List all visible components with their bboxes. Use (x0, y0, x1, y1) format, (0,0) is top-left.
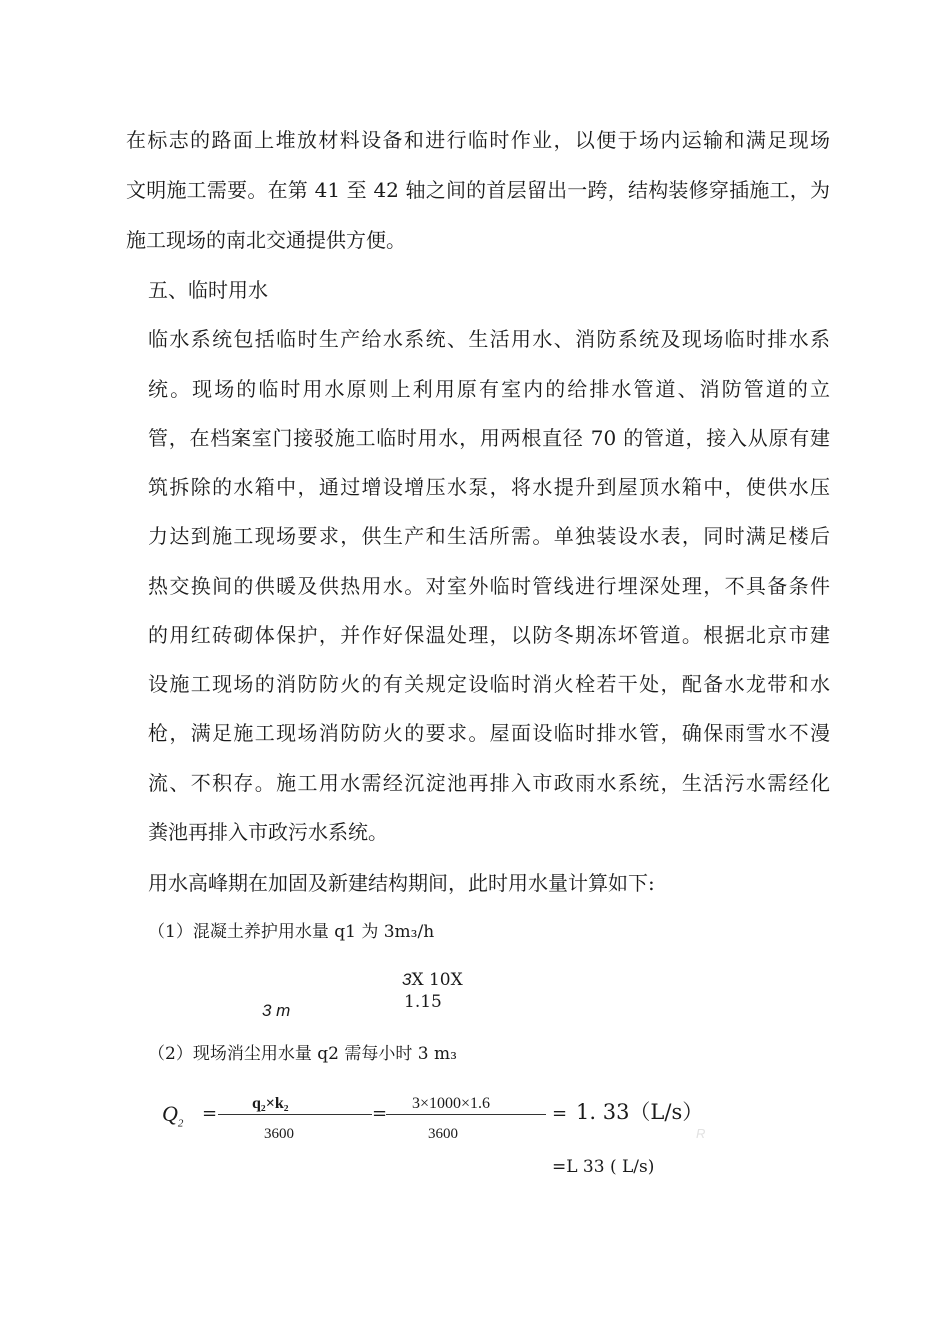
formula-equals: = (552, 1103, 568, 1124)
paragraph-line: 粪池再排入市政污水系统。 (148, 820, 388, 844)
formula-fragment-left: 3 m (262, 1001, 291, 1020)
paragraph-line: 力达到施工现场要求，供生产和生活所需。单独装设水表，同时满足楼后 (148, 524, 830, 548)
paragraph-line: 临水系统包括临时生产给水系统、生活用水、消防系统及现场临时排水系 (148, 327, 830, 351)
paragraph-line: 的用红砖砌体保护，并作好保温处理，以防冬期冻坏管道。根据北京市建 (148, 623, 830, 647)
paragraph-line: 热交换间的供暖及供热用水。对室外临时管线进行埋深处理，不具备条件 (148, 574, 830, 598)
paragraph-line: 设施工现场的消防防火的有关规定设临时消火栓若干处，配备水龙带和水 (148, 672, 830, 696)
formula-denominator: 3600 (428, 1126, 458, 1142)
formula-denominator: 3600 (264, 1126, 294, 1142)
paragraph-line: 流、不积存。施工用水需经沉淀池再排入市政雨水系统，生活污水需经化 (148, 771, 830, 795)
formula-equals: = (372, 1103, 388, 1124)
formula-lhs-symbol: Q (162, 1101, 178, 1126)
list-item: （2）现场消尘用水量 q2 需每小时 3 m₃ (148, 1044, 457, 1064)
formula-equals: = (202, 1103, 218, 1124)
formula-fragment-text: X 10X (411, 970, 463, 990)
paragraph-line: 统。现场的临时用水原则上利用原有室内的给排水管道、消防管道的立 (148, 377, 830, 401)
formula-fragment-second: 1.15 (404, 992, 442, 1012)
paragraph-line: 用水高峰期在加固及新建结构期间，此时用水量计算如下: (148, 871, 655, 895)
paragraph-line: 管，在档案室门接驳施工临时用水，用两根直径 70 的管道，接入从原有建 (148, 426, 830, 450)
section-heading: 五、临时用水 (148, 278, 268, 302)
result-line: =L 33 ( L/s) (552, 1157, 655, 1177)
fraction-bar (386, 1114, 546, 1115)
paragraph-line: 施工现场的南北交通提供方便。 (126, 228, 406, 252)
paragraph-line: 文明施工需要。在第 41 至 42 轴之间的首层留出一跨，结构装修穿插施工，为 (126, 178, 830, 202)
list-item: （1）混凝土养护用水量 q1 为 3m₃/h (148, 922, 435, 942)
paragraph-line: 在标志的路面上堆放材料设备和进行临时作业，以便于场内运输和满足现场 (126, 128, 830, 152)
paragraph-line: 筑拆除的水箱中，通过增设增压水泵，将水提升到屋顶水箱中，使供水压 (148, 475, 830, 499)
formula-lhs (162, 1100, 183, 1137)
formula-result: 1. 33（L/s） (576, 1100, 704, 1124)
formula-ghost-mark: R (696, 1126, 706, 1141)
formula-lhs-subscript: 2 (177, 1117, 184, 1130)
formula-fragment-italic: 3 (402, 970, 412, 989)
paragraph-line: 枪，满足施工现场消防防火的要求。屋面设临时排水管，确保雨雪水不漫 (148, 721, 830, 745)
formula-numerator: 3×1000×1.6 (412, 1095, 491, 1112)
formula-numerator: q₂×k₂ (252, 1095, 289, 1112)
fraction-bar (218, 1114, 372, 1115)
